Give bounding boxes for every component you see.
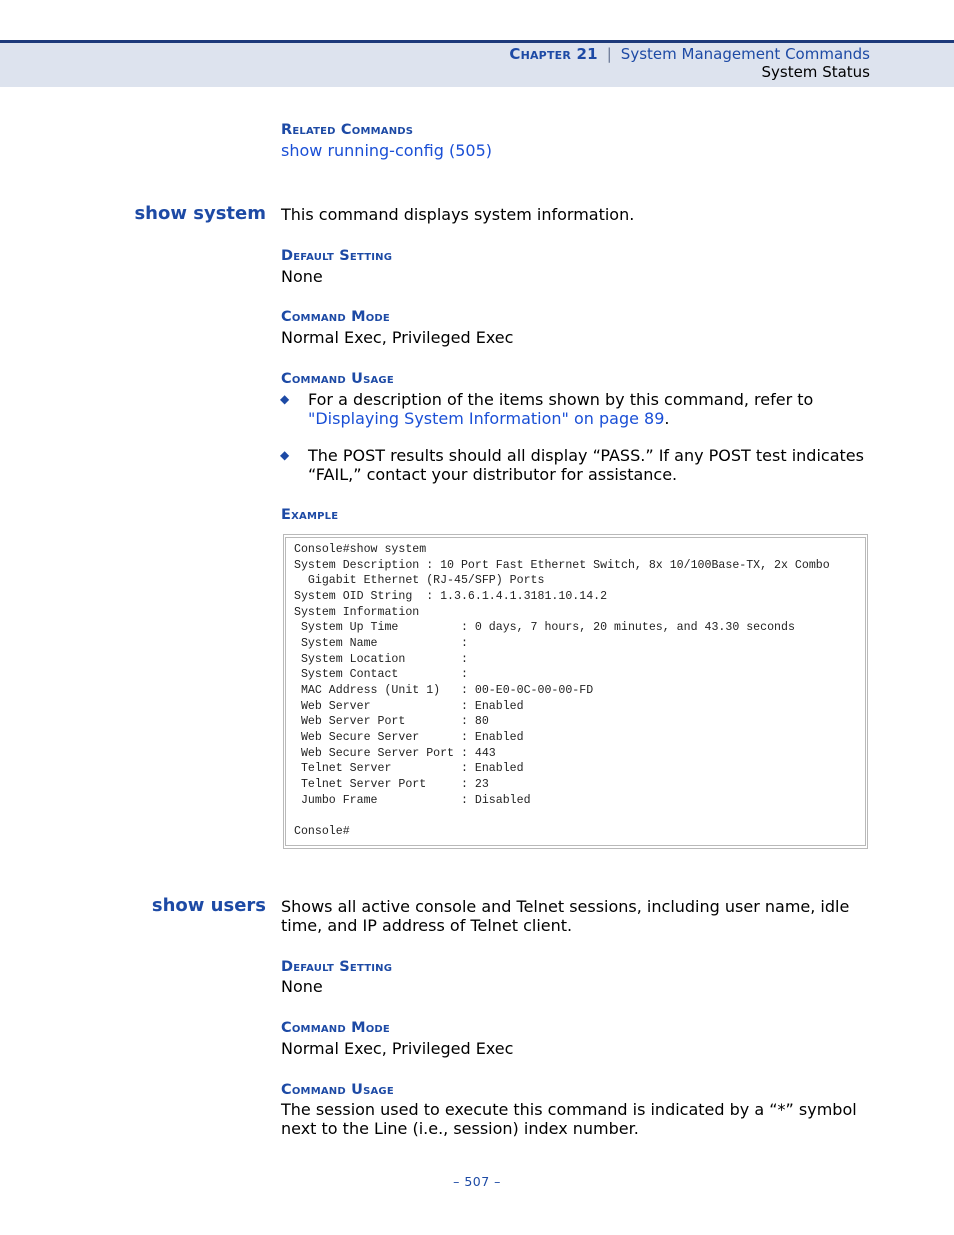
show-users-description-line1: Shows all active console and Telnet sessions, including user name, idle [281,897,850,916]
code-line: Telnet Server Port : 23 [300,777,489,791]
usage-bullet-2-line2: “FAIL,” contact your distributor for assistance. [308,465,678,484]
code-line: System OID String : 1.3.6.1.4.1.3181.10.14.2 [294,589,608,603]
chapter-label: Chapter 21 [509,45,598,63]
code-line: System Information [294,605,420,619]
code-line: Console# [294,824,350,838]
page-number: – 507 – [453,1174,501,1189]
default-setting-value: None [281,267,323,286]
header-separator: | [606,45,612,63]
code-line: Gigabit Ethernet (RJ-45/SFP) Ports [307,574,545,588]
chapter-title: System Management Commands [620,45,870,63]
command-mode-value: Normal Exec, Privileged Exec [281,328,514,347]
code-line: Web Server : Enabled [300,699,524,713]
usage-bullet-1-text: For a description of the items shown by this command, refer to [308,390,814,409]
example-heading: Example [281,507,339,523]
usage-bullet-1-line2 [308,409,670,428]
command-mode-heading: Command Mode [281,309,390,325]
command-usage-heading: Command Usage [281,1082,394,1098]
code-line: Telnet Server : Enabled [300,762,524,776]
example-code [294,542,830,839]
code-line: Console#show system [294,543,427,556]
code-line: Web Server Port : 80 [300,715,489,729]
code-line: MAC Address (Unit 1) : 00-E0-0C-00-00-FD [300,683,594,697]
code-line: System Description : 10 Port Fast Ethernet Switch, 8x 10/100Base-TX, 2x Combo [294,558,830,572]
default-setting-value: None [281,977,323,996]
command-usage-line1: The session used to execute this command is indicated by a “*” symbol [281,1100,857,1119]
displaying-system-information-link[interactable]: "Displaying System Information" on page 89 [308,409,665,428]
default-setting-heading: Default Setting [281,959,393,975]
diamond-bullet-icon: ◆ [280,448,290,462]
related-command-link[interactable]: show running-config (505) [281,141,493,160]
show-users-description-line2: time, and IP address of Telnet client. [281,916,573,935]
show-users-title: show users [151,895,266,916]
show-system-description: This command displays system information. [281,205,635,224]
command-usage-line2: next to the Line (i.e., session) index number. [281,1119,639,1138]
code-line: Web Secure Server Port : 443 [300,746,496,760]
code-line: Web Secure Server : Enabled [300,730,524,744]
default-setting-heading: Default Setting [281,248,393,264]
command-mode-heading: Command Mode [281,1020,390,1036]
code-line: System Name : [300,636,468,650]
diamond-bullet-icon: ◆ [280,392,290,406]
show-system-title: show system [134,203,266,224]
usage-bullet-2-text: The POST results should all display “PASS.” If any POST test indicates [308,446,864,465]
code-line: System Up Time : 0 days, 7 hours, 20 minutes, and 43.30 seconds [300,621,795,635]
page-header-subsection: System Status [761,63,870,81]
related-commands-heading: Related Commands [281,122,414,138]
command-mode-value: Normal Exec, Privileged Exec [281,1039,514,1058]
command-usage-heading: Command Usage [281,371,394,387]
code-line: System Location : [300,652,468,666]
code-line: Jumbo Frame : Disabled [300,793,531,807]
usage-bullet-1-period: . [664,409,670,428]
code-line: System Contact : [300,668,468,682]
page-header-chapter [509,45,870,63]
